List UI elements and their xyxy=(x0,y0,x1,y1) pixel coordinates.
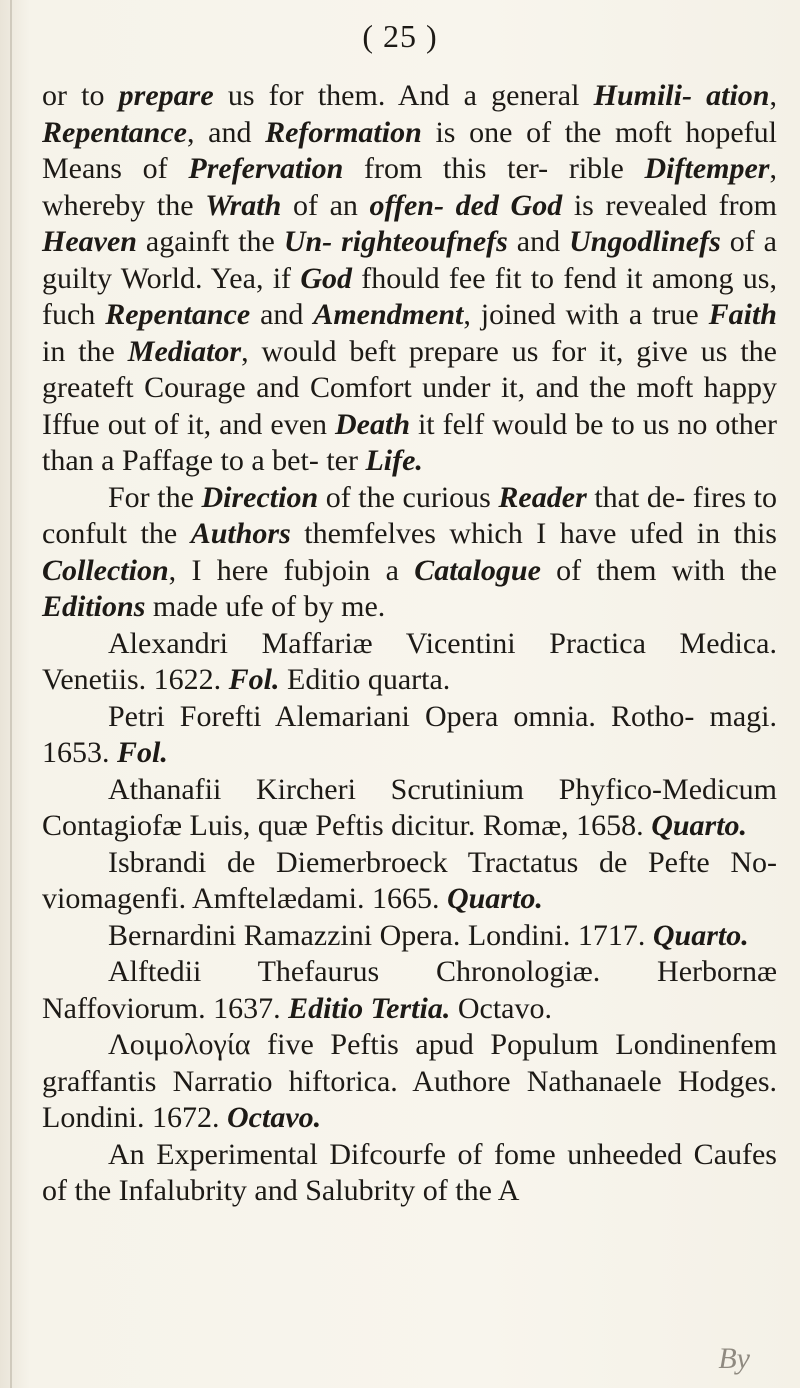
text-run: or to xyxy=(42,79,119,112)
text-run: For the xyxy=(108,480,202,514)
paragraph xyxy=(42,1137,777,1210)
italic-text: offen- ded xyxy=(369,188,499,222)
text-run: Alexandri Maffariæ Vicentini Practica Medica. Venetiis. 1622. xyxy=(42,626,777,696)
paragraph xyxy=(42,918,777,955)
italic-text: Quarto. xyxy=(652,918,749,952)
text-run: us for them. And a general xyxy=(213,79,594,112)
text-run: An Experimental Difcourfe of fome unheeded Caufes of the Infalubrity and Salubrity of the A xyxy=(42,1137,777,1207)
italic-text: Direction xyxy=(201,480,319,514)
text-run: is one of the moft hopeful Means of xyxy=(42,115,777,185)
text-run: and xyxy=(507,225,570,258)
text-run: and xyxy=(250,298,314,331)
paragraph xyxy=(42,954,777,1027)
text-run: from this ter- rible xyxy=(343,152,645,185)
text-run: , xyxy=(769,79,777,112)
italic-text: Quarto. xyxy=(651,809,748,842)
text-run: againft the xyxy=(136,225,284,258)
paragraph xyxy=(42,699,777,772)
italic-text: Octavo. xyxy=(227,1101,322,1134)
italic-text: Reader xyxy=(498,480,587,514)
italic-text: Life. xyxy=(365,444,423,477)
italic-text: prepare xyxy=(118,79,214,112)
italic-text: Amendment xyxy=(313,298,464,331)
italic-text: Mediator xyxy=(127,334,242,368)
text-run xyxy=(692,79,706,112)
italic-text: Humili- xyxy=(593,79,692,112)
paragraph xyxy=(42,78,777,480)
italic-text: Prefervation xyxy=(188,152,344,185)
text-run: made ufe of by me. xyxy=(145,590,386,623)
page-number: ( 25 ) xyxy=(362,18,438,54)
text-run: Isbrandi de Diemerbroeck Tractatus de Pefte No- viomagenfi. Amftelædami. 1665. xyxy=(42,845,777,915)
italic-text: Faith xyxy=(708,298,777,331)
text-run: in the xyxy=(42,334,128,368)
italic-text: Heaven xyxy=(42,225,137,258)
italic-text: ation xyxy=(706,79,770,112)
italic-text: Authors xyxy=(190,517,291,550)
italic-text: Repentance xyxy=(42,115,187,149)
text-run: Λοιμολογία five Peftis apud Populum Londinenfem graffantis Narratio hiftorica. Authore Nathanaele Hodges. Londini. 1672. xyxy=(42,1028,777,1134)
italic-text: Quarto. xyxy=(446,882,543,915)
paragraph xyxy=(42,1027,777,1137)
text-run: of a guilty World. Yea, if xyxy=(42,225,777,295)
text-run: , would beft prepare us for it, give us the greateft Courage and Comfort under it, and the moft happy Iffue out of it, and even xyxy=(42,334,777,441)
binding-gutter xyxy=(10,0,12,1388)
text-run: Athanafii Kircheri Scrutinium Phyfico-Medicum Contagiofæ Luis, quæ Peftis dicitur. Romæ, 1658. xyxy=(42,772,777,842)
text-run: , I here fubjoin a xyxy=(168,553,415,587)
italic-text: Fol. xyxy=(117,736,168,769)
italic-text: Fol. xyxy=(228,663,280,696)
italic-text: Ungodlinefs xyxy=(569,225,721,258)
text-run: it felf would be to us no other than a Paffage to a bet- ter xyxy=(42,407,777,477)
text-run: Editio quarta. xyxy=(279,663,451,696)
text-run: Bernardini Ramazzini Opera. Londini. 1717. xyxy=(108,918,653,952)
italic-text: Catalogue xyxy=(414,553,541,587)
italic-text: Reformation xyxy=(265,115,422,149)
text-run: , joined with a true xyxy=(463,298,709,331)
text-run: of them with the xyxy=(540,553,777,587)
italic-text: Un- righteoufnefs xyxy=(283,225,508,258)
italic-text: Repentance xyxy=(105,298,251,331)
text-run: themfelves which I have ufed in this xyxy=(290,517,777,550)
text-run: Petri Forefti Alemariani Opera omnia. Rotho- magi. 1653. xyxy=(42,699,777,769)
italic-text: Editions xyxy=(42,590,146,623)
paragraph xyxy=(42,480,777,626)
text-run: , and xyxy=(186,115,266,149)
paragraph xyxy=(42,772,777,845)
italic-text: Collection xyxy=(42,553,169,587)
text-run: that de- fires to confult the xyxy=(42,480,777,550)
body-text xyxy=(42,78,777,1210)
text-run: Octavo. xyxy=(450,991,552,1025)
text-run: , whereby the xyxy=(42,152,777,222)
text-run: Alftedii Thefaurus Chronologiæ. Herbornæ Naffoviorum. 1637. xyxy=(42,955,777,1025)
italic-text: God xyxy=(300,261,352,295)
text-run xyxy=(499,189,511,222)
text-run: of an xyxy=(281,188,370,222)
italic-text: Death xyxy=(335,407,410,441)
paragraph xyxy=(42,845,777,918)
text-run: of the curious xyxy=(318,480,499,514)
text-run: fhould fee fit to fend it among us, fuch xyxy=(42,261,777,331)
italic-text: Diftemper xyxy=(644,152,770,185)
text-run: is revealed from xyxy=(562,188,777,222)
italic-text: God xyxy=(510,188,563,222)
italic-text: Editio Tertia. xyxy=(288,991,451,1025)
paragraph xyxy=(42,626,777,699)
italic-text: Wrath xyxy=(205,188,282,222)
catchword: By xyxy=(718,1342,750,1375)
